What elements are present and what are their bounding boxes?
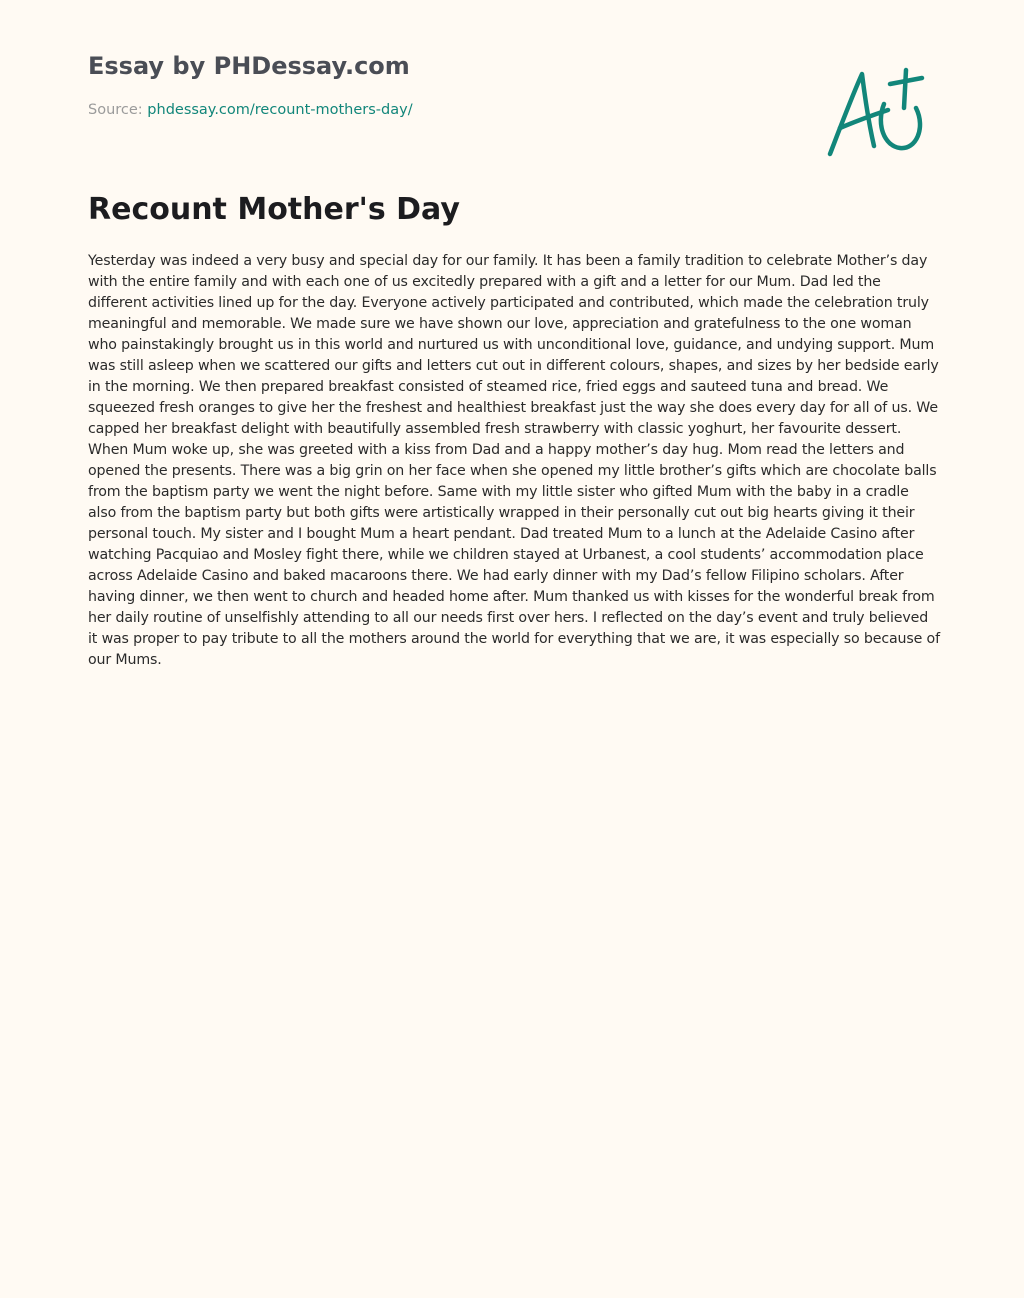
essay-title: Recount Mother's Day bbox=[88, 192, 460, 227]
source-label: Source: bbox=[88, 102, 143, 118]
source-link[interactable]: phdessay.com/recount-mothers-day/ bbox=[147, 102, 413, 118]
source-line bbox=[88, 101, 413, 119]
a-plus-grade-icon bbox=[818, 62, 930, 162]
essay-body: Yesterday was indeed a very busy and special day for our family. It has been a family tradition to celebrate Mother’s day with the entire family and with each one of us excitedly prepared with a gift and a letter for our Mum. Dad led the different activities lined up for the day. Everyone actively participated and contributed, which made the celebration truly meaningful and memorable. We made sure we have shown our love, appreciation and gratefulness to the one woman who painstakingly brought us in this world and nurtured us with unconditional love, guidance, and undying support. Mum was still asleep when we scattered our gifts and letters cut out in different colours, shapes, and sizes by her bedside early in the morning. We then prepared breakfast consisted of steamed rice, fried eggs and sauteed tuna and bread. We squeezed fresh oranges to give her the freshest and healthiest breakfast just the way she does every day for all of us. We capped her breakfast delight with beautifully assembled fresh strawberry with classic yoghurt, her favourite dessert. When Mum woke up, she was greeted with a kiss from Dad and a happy mother’s day hug. Mom read the letters and opened the presents. There was a big grin on her face when she opened my little brother’s gifts which are chocolate balls from the baptism party we went the night before. Same with my little sister who gifted Mum with the baby in a cradle also from the baptism party but both gifts were artistically wrapped in their personally cut out big hearts giving it their personal touch. My sister and I bought Mum a heart pendant. Dad treated Mum to a lunch at the Adelaide Casino after watching Pacquiao and Mosley fight there, while we children stayed at Urbanest, a cool students’ accommodation place across Adelaide Casino and baked macaroons there. We had early dinner with my Dad’s fellow Filipino scholars. After having dinner, we then went to church and headed home after. Mum thanked us with kisses for the wonderful break from her daily routine of unselfishly attending to all our needs first over hers. I reflected on the day’s event and truly believed it was proper to pay tribute to all the mothers around the world for everything that we are, it was especially so because of our Mums. bbox=[88, 253, 940, 668]
site-title: Essay by PHDessay.com bbox=[88, 52, 410, 80]
